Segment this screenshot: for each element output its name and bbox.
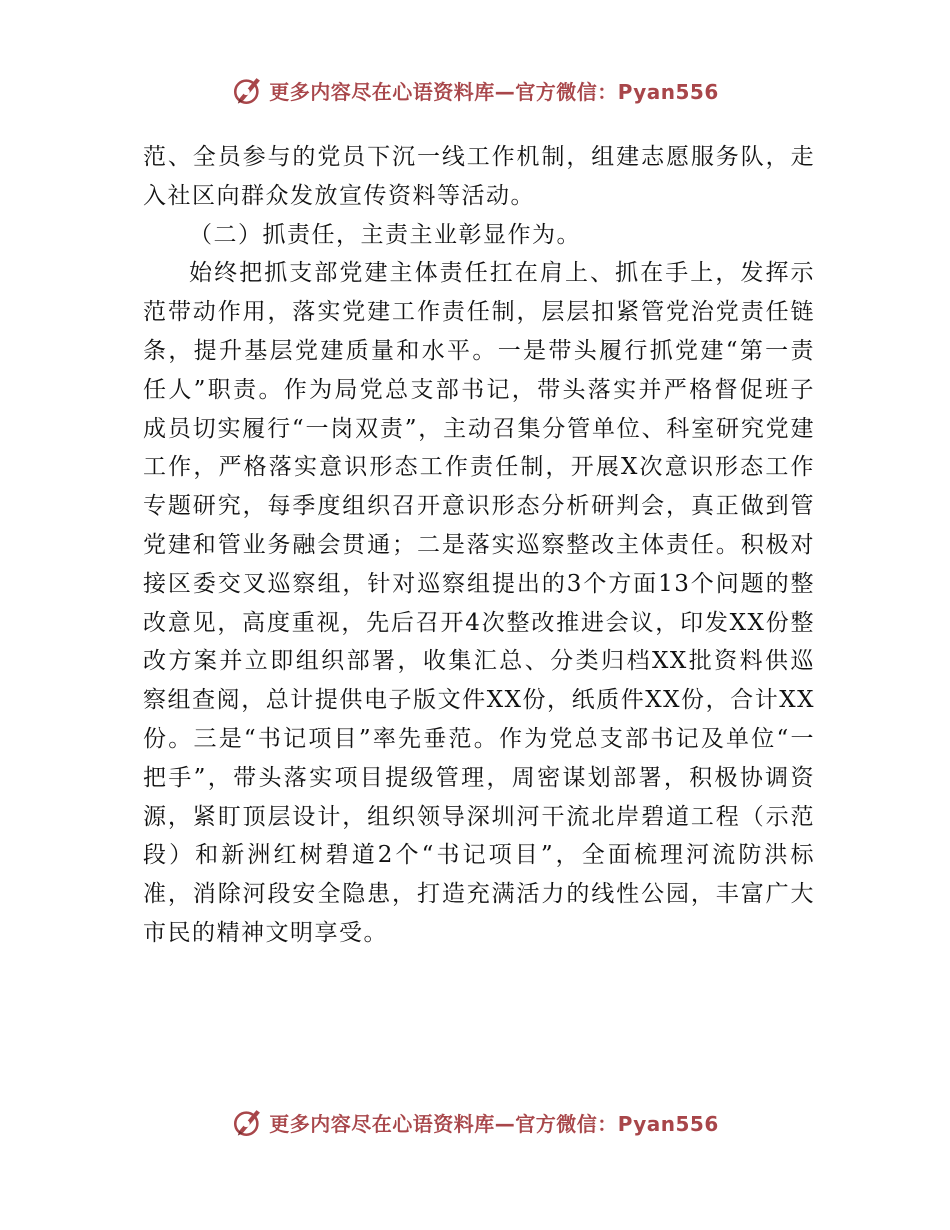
footer-banner xyxy=(0,1102,950,1142)
pen-logo-icon xyxy=(231,1105,265,1139)
document-body xyxy=(143,138,815,953)
body-paragraph: 始终把抓支部党建主体责任扛在肩上、抓在手上，发挥示范带动作用，落实党建工作责任制，层层扣紧管党治党责任链条，提升基层党建质量和水平。一是带头履行抓党建“第一责任人”职责。作为局党总支部书记，带头落实并严格督促班子成员切实履行“一岗双责”，主动召集分管单位、科室研究党建工作，严格落实意识形态工作责任制，开展X次意识形态工作专题研究，每季度组织召开意识形态分析研判会，真正做到管党建和管业务融会贯通；二是落实巡察整改主体责任。积极对接区委交叉巡察组，针对巡察组提出的3个方面13个问题的整改意见，高度重视，先后召开4次整改推进会议，印发XX份整改方案并立即组织部署，收集汇总、分类归档XX批资料供巡察组查阅，总计提供电子版文件XX份，纸质件XX份，合计XX份。三是“书记项目”率先垂范。作为党总支部书记及单位“一把手”，带头落实项目提级管理，周密谋划部署，积极协调资源，紧盯顶层设计，组织领导深圳河干流北岸碧道工程（示范段）和新洲红树碧道2个“书记项目”，全面梳理河流防洪标准，消除河段安全隐患，打造充满活力的线性公园，丰富广大市民的精神文明享受。 xyxy=(143,260,815,946)
pen-logo-icon xyxy=(231,73,265,107)
header-banner xyxy=(0,70,950,110)
header-banner-text: 更多内容尽在心语资料库—官方微信：Pyan556 xyxy=(269,79,719,104)
section-heading: （二）抓责任，主责主业彰显作为。 xyxy=(189,221,581,248)
continuation-paragraph: 范、全员参与的党员下沉一线工作机制，组建志愿服务队，走入社区向群众发放宣传资料等活动。 xyxy=(143,144,815,209)
footer-banner-text: 更多内容尽在心语资料库—官方微信：Pyan556 xyxy=(269,1111,719,1136)
